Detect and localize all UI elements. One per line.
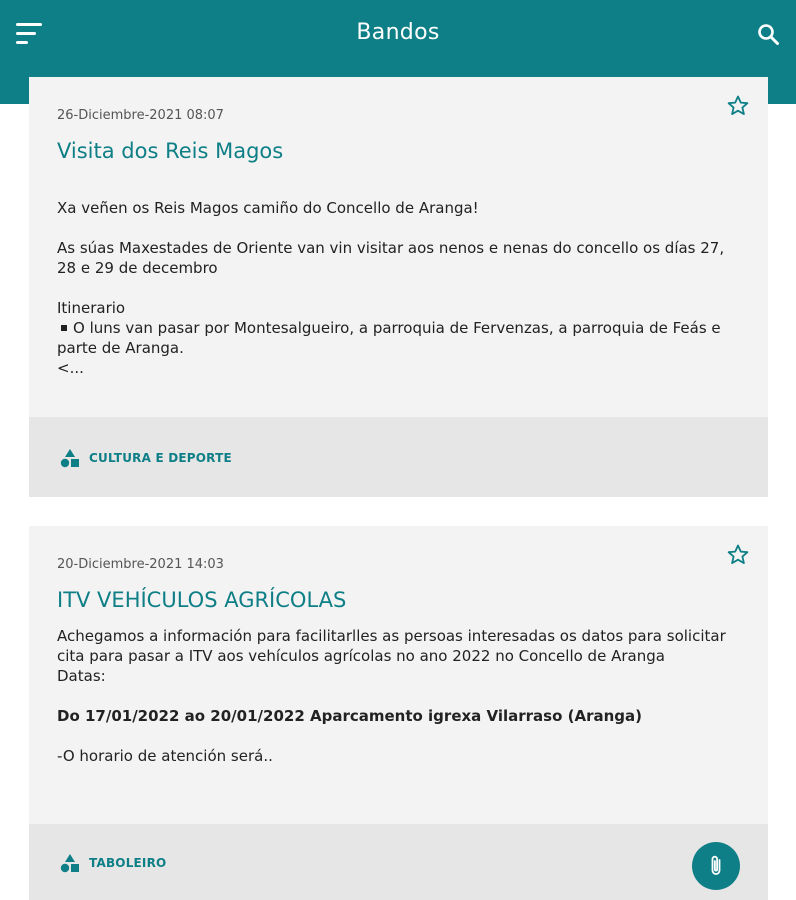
post-paragraph: Itinerario	[57, 299, 126, 317]
attachment-button[interactable]	[692, 842, 740, 890]
page-title: Bandos	[356, 20, 440, 45]
post-paragraph: Xa veñen os Reis Magos camiño do Concello de Aranga!	[57, 199, 479, 217]
post-paragraph: -O horario de atención será..	[57, 747, 273, 765]
post-footer	[29, 824, 768, 900]
post-body	[57, 198, 728, 378]
post-footer	[29, 417, 768, 497]
post-paragraph-bold: Do 17/01/2022 ao 20/01/2022 Aparcamento igrexa Vilarraso (Aranga)	[57, 707, 643, 725]
search-icon[interactable]	[756, 22, 780, 46]
paperclip-icon	[704, 854, 728, 878]
category-label: CULTURA E DEPORTE	[89, 451, 232, 465]
post-card[interactable]	[29, 526, 768, 900]
post-card[interactable]	[29, 77, 768, 497]
post-paragraph: As súas Maxestades de Oriente van vin visitar aos nenos e nenas do concello os días 27, 28 e 29 de decembro	[57, 239, 725, 277]
post-bullet-item: O luns van pasar por Montesalgueiro, a parroquia de Fervenzas, a parroquia de Feás e parte de Aranga.	[57, 318, 728, 358]
category-tag[interactable]	[59, 852, 166, 874]
shapes-icon	[59, 447, 81, 469]
star-outline-icon[interactable]	[726, 94, 750, 118]
post-title[interactable]: ITV VEHÍCULOS AGRÍCOLAS	[57, 588, 347, 612]
post-date: 20-Diciembre-2021 14:03	[57, 557, 224, 572]
post-date: 26-Diciembre-2021 08:07	[57, 108, 224, 123]
category-label: TABOLEIRO	[89, 856, 167, 870]
post-body	[57, 626, 728, 766]
post-paragraph: Datas:	[57, 667, 106, 685]
post-ellipsis: <...	[57, 359, 84, 377]
category-tag[interactable]	[59, 447, 232, 469]
shapes-icon	[59, 852, 81, 874]
post-title[interactable]: Visita dos Reis Magos	[57, 139, 284, 163]
star-outline-icon[interactable]	[726, 543, 750, 567]
post-paragraph: Achegamos a información para facilitarlles as persoas interesadas os datos para solicitar cita para pasar a ITV aos vehículos agrícolas no ano 2022 no Concello de Aranga	[57, 627, 726, 665]
